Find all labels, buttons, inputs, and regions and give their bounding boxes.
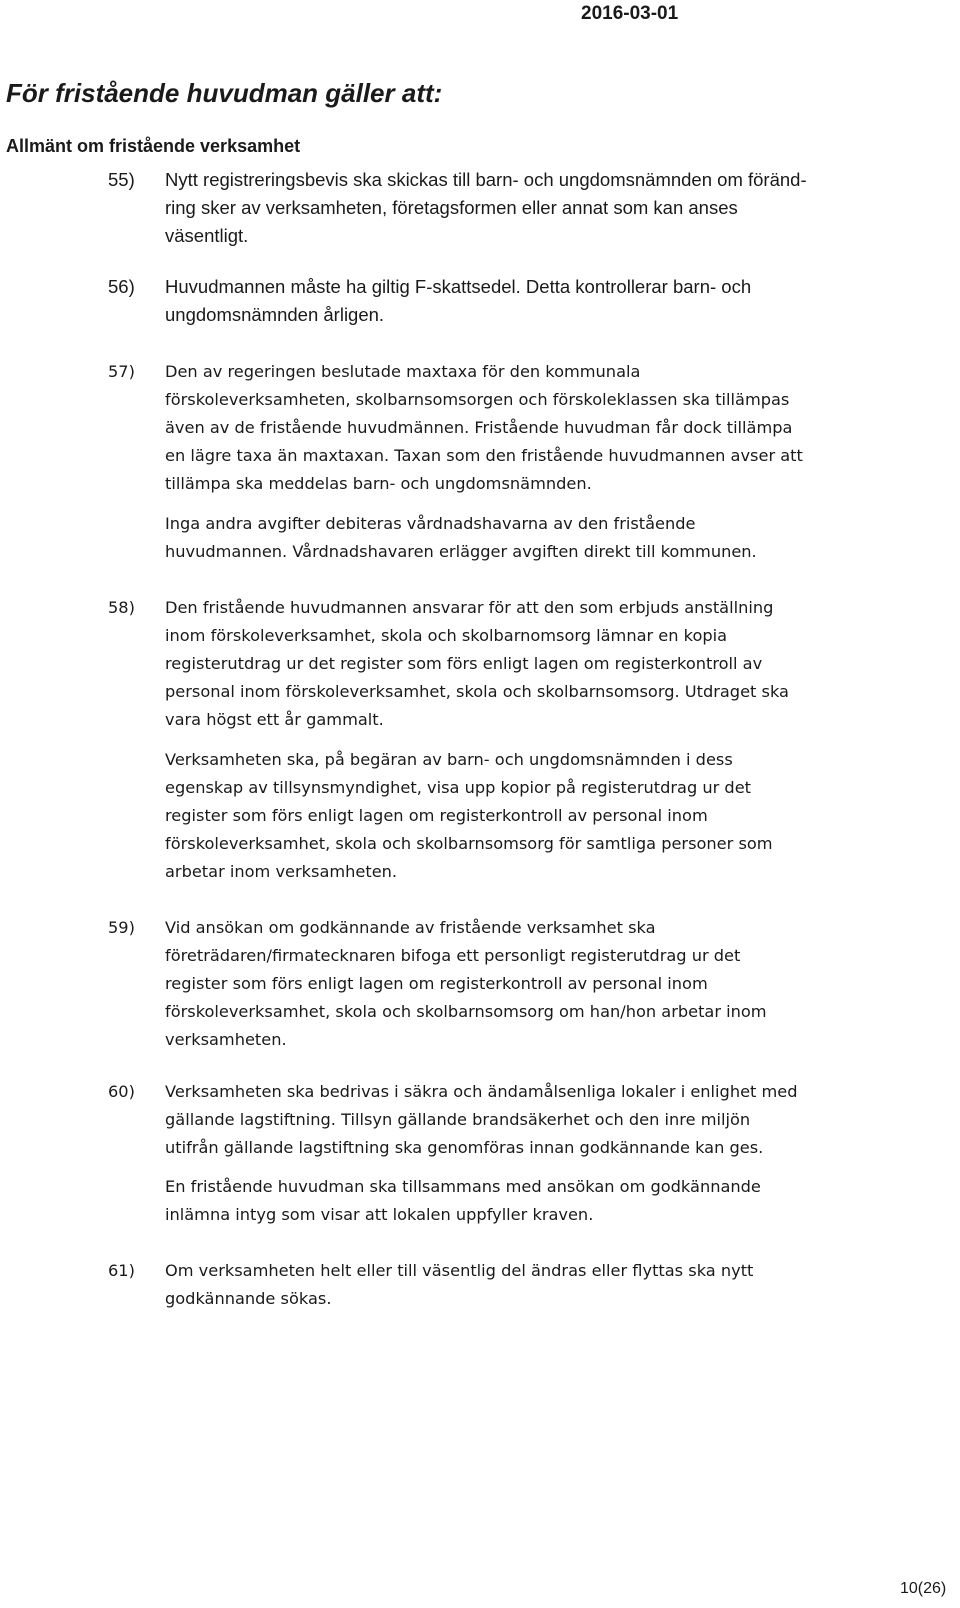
text-line: även av de fristående huvudmännen. Fristående huvudman får dock tillämpa — [165, 418, 793, 437]
item-number: 56) — [108, 276, 135, 297]
text-line: Huvudmannen måste ha giltig F-skattsedel. Detta kontrollerar barn- och — [165, 276, 752, 297]
text-line: inom förskoleverksamhet, skola och skolbarnomsorg lämnar en kopia — [165, 626, 728, 645]
text-line: egenskap av tillsynsmyndighet, visa upp kopior på registerutdrag ur det — [165, 778, 752, 797]
text-line: godkännande sökas. — [165, 1289, 332, 1308]
text-line: arbetar inom verksamheten. — [165, 862, 398, 881]
item-number: 58) — [108, 598, 135, 617]
item-text — [165, 1078, 910, 1162]
text-line: en lägre taxa än maxtaxan. Taxan som den fristående huvudmannen avser att — [165, 446, 803, 465]
text-line: registerutdrag ur det register som förs enligt lagen om registerkontroll av — [165, 654, 763, 673]
text-line: register som förs enligt lagen om registerkontroll av personal inom — [165, 974, 708, 993]
item-text — [165, 166, 910, 250]
text-line: ring sker av verksamheten, företagsformen eller annat som kan anses — [165, 197, 738, 218]
item-number: 61) — [108, 1261, 135, 1280]
item-number: 57) — [108, 362, 135, 381]
item-number: 60) — [108, 1082, 135, 1101]
item-number: 55) — [108, 169, 135, 190]
text-line: personal inom förskoleverksamhet, skola och skolbarnsomsorg. Utdraget ska — [165, 682, 789, 701]
text-line: verksamheten. — [165, 1030, 287, 1049]
text-line: väsentligt. — [165, 225, 249, 246]
page-title: För fristående huvudman gäller att: — [6, 78, 443, 108]
text-line: gällande lagstiftning. Tillsyn gällande brandsäkerhet och den inre miljön — [165, 1110, 751, 1129]
text-line: Verksamheten ska, på begäran av barn- och ungdomsnämnden i dess — [165, 750, 733, 769]
text-line: Om verksamheten helt eller till väsentlig del ändras eller flyttas ska nytt — [165, 1261, 754, 1280]
text-line: förskoleverksamhet, skola och skolbarnsomsorg för samtliga personer som — [165, 834, 773, 853]
text-line: förskoleverksamheten, skolbarnsomsorgen och förskoleklassen ska tillämpas — [165, 390, 790, 409]
text-line: ungdomsnämnden årligen. — [165, 304, 385, 325]
text-line: förskoleverksamhet, skola och skolbarnsomsorg om han/hon arbetar inom — [165, 1002, 767, 1021]
item-58-paragraph — [165, 746, 773, 886]
text-line: huvudmannen. Vårdnadshavaren erlägger avgiften direkt till kommunen. — [165, 542, 757, 561]
text-line: vara högst ett år gammalt. — [165, 710, 384, 729]
section-heading: Allmänt om fristående verksamhet — [6, 136, 301, 156]
item-57-paragraph — [165, 510, 757, 566]
text-line: utifrån gällande lagstiftning ska genomföras innan godkännande kan ges. — [165, 1138, 764, 1157]
item-60-paragraph — [165, 1173, 761, 1229]
text-line: Vid ansökan om godkännande av fristående verksamhet ska — [165, 918, 656, 937]
page-number: 10(26) — [900, 1580, 947, 1597]
text-line: tillämpa ska meddelas barn- och ungdomsnämnden. — [165, 474, 592, 493]
text-line: register som förs enligt lagen om registerkontroll av personal inom — [165, 806, 708, 825]
item-text — [165, 1257, 910, 1313]
text-line: Nytt registreringsbevis ska skickas till barn- och ungdomsnämnden om föränd- — [165, 169, 807, 190]
text-line: inlämna intyg som visar att lokalen uppfyller kraven. — [165, 1205, 594, 1224]
text-line: Den fristående huvudmannen ansvarar för att den som erbjuds anställning — [165, 598, 774, 617]
item-text — [165, 358, 910, 498]
item-text — [165, 273, 910, 329]
item-text — [165, 594, 910, 734]
item-text — [165, 914, 910, 1054]
item-number: 59) — [108, 918, 135, 937]
text-line: Verksamheten ska bedrivas i säkra och ändamålsenliga lokaler i enlighet med — [165, 1082, 798, 1101]
text-line: företrädaren/firmatecknaren bifoga ett personligt registerutdrag ur det — [165, 946, 741, 965]
document-date: 2016-03-01 — [581, 3, 679, 24]
text-line: Inga andra avgifter debiteras vårdnadshavarna av den fristående — [165, 514, 696, 533]
text-line: En fristående huvudman ska tillsammans med ansökan om godkännande — [165, 1177, 761, 1196]
text-line: Den av regeringen beslutade maxtaxa för den kommunala — [165, 362, 641, 381]
